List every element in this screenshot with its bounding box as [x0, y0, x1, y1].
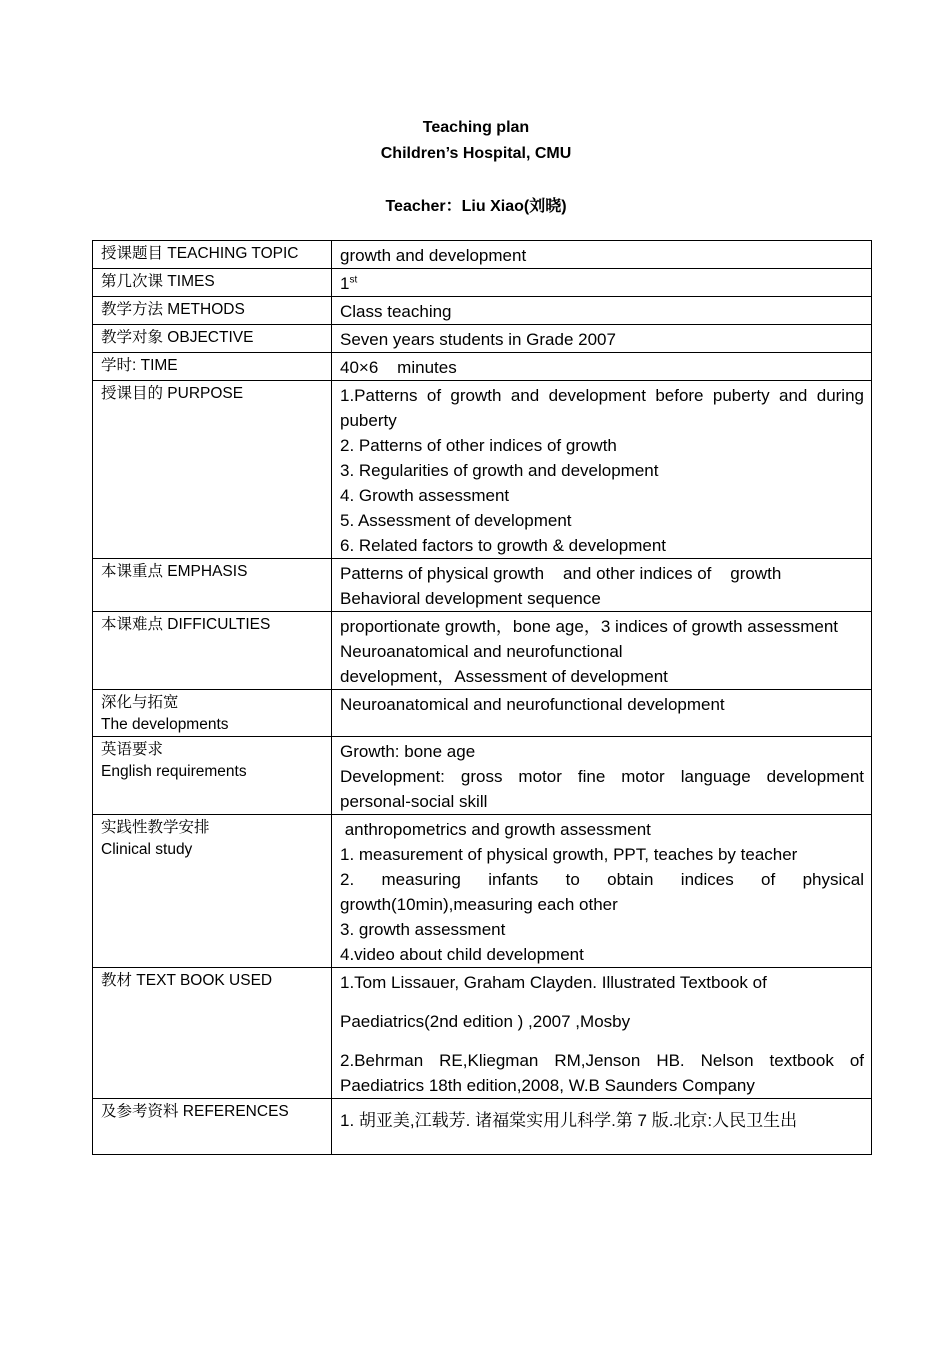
- english-line: Development: gross motor fine motor language development personal-social skill: [340, 767, 864, 811]
- emphasis-line: Behavioral development sequence: [340, 589, 601, 608]
- purpose-item: 3. Regularities of growth and development: [340, 461, 659, 480]
- row-time: [93, 353, 872, 381]
- teaching-plan-table: [92, 240, 872, 1155]
- label-english: [93, 737, 332, 815]
- textbook-line: Paediatrics(2nd edition ) ,2007 ,Mosby: [340, 1012, 631, 1031]
- row-objective: [93, 325, 872, 353]
- value-time: [332, 353, 872, 381]
- label-methods: 教学方法 METHODS: [93, 297, 332, 325]
- time-value: 40×6 minutes: [340, 358, 457, 377]
- row-emphasis: [93, 559, 872, 612]
- purpose-item: 5. Assessment of development: [340, 511, 572, 530]
- value-times: [332, 269, 872, 297]
- clinical-label-en: Clinical study: [101, 841, 193, 858]
- label-developments: [93, 690, 332, 737]
- label-difficulties: 本课难点 DIFFICULTIES: [93, 612, 332, 690]
- value-english: [332, 737, 872, 815]
- row-difficulties: [93, 612, 872, 690]
- clinical-line: anthropometrics and growth assessment: [340, 820, 651, 839]
- clinical-line: 1. measurement of physical growth, PPT, teaches by teacher: [340, 845, 798, 864]
- label-time: 学时: TIME: [93, 353, 332, 381]
- developments-label-en: The developments: [101, 716, 229, 733]
- teacher-line: Teacher：Liu Xiao(刘晓): [385, 198, 567, 215]
- developments-label-cn: 深化与拓宽: [101, 694, 179, 711]
- label-purpose: 授课目的 PURPOSE: [93, 381, 332, 559]
- value-objective: Seven years students in Grade 2007: [332, 325, 872, 353]
- row-purpose: [93, 381, 872, 559]
- value-methods: Class teaching: [332, 297, 872, 325]
- row-topic: [93, 241, 872, 269]
- textbook-line: 1.Tom Lissauer, Graham Clayden. Illustrated Textbook of: [340, 973, 767, 992]
- clinical-line: 2. measuring infants to obtain indices of physical growth(10min),measuring each other: [340, 870, 864, 914]
- row-times: [93, 269, 872, 297]
- purpose-item: 2. Patterns of other indices of growth: [340, 436, 617, 455]
- emphasis-line: Patterns of physical growth and other indices of growth: [340, 564, 782, 583]
- label-emphasis: 本课重点 EMPHASIS: [93, 559, 332, 612]
- difficulties-line: proportionate growth，bone age，3 indices of growth assessment: [340, 617, 839, 636]
- english-label-en: English requirements: [101, 763, 247, 780]
- difficulties-line: Neuroanatomical and neurofunctional: [340, 642, 623, 661]
- row-english: [93, 737, 872, 815]
- row-textbook: [93, 968, 872, 1099]
- textbook-line: 2.Behrman RE,Kliegman RM,Jenson HB. Nelson textbook of Paediatrics 18th edition,2008, W.B Saunders Company: [340, 1051, 864, 1095]
- value-topic: growth and development: [332, 241, 872, 269]
- label-times: 第几次课 TIMES: [93, 269, 332, 297]
- difficulties-line: development，Assessment of development: [340, 667, 668, 686]
- document-subtitle: Children’s Hospital, CMU: [380, 145, 572, 162]
- english-line: Growth: bone age: [340, 742, 476, 761]
- value-textbook: [332, 968, 872, 1099]
- value-developments: Neuroanatomical and neurofunctional development: [332, 690, 872, 737]
- value-references: 1. 胡亚美,江载芳. 诸福棠实用儿科学.第 7 版.北京:人民卫生出: [332, 1099, 872, 1155]
- clinical-label-cn: 实践性教学安排: [101, 819, 210, 836]
- label-references: 及参考资料 REFERENCES: [93, 1099, 332, 1155]
- purpose-item: 4. Growth assessment: [340, 486, 510, 505]
- label-topic: 授课题目 TEACHING TOPIC: [93, 241, 332, 269]
- clinical-line: 4.video about child development: [340, 945, 584, 964]
- label-objective: 教学对象 OBJECTIVE: [93, 325, 332, 353]
- row-methods: [93, 297, 872, 325]
- row-developments: [93, 690, 872, 737]
- value-clinical: [332, 815, 872, 968]
- row-clinical: [93, 815, 872, 968]
- label-clinical: [93, 815, 332, 968]
- row-references: [93, 1099, 872, 1155]
- times-number: 1: [340, 274, 350, 293]
- purpose-item: 6. Related factors to growth & development: [340, 536, 667, 555]
- clinical-line: 3. growth assessment: [340, 920, 506, 939]
- label-textbook: 教材 TEXT BOOK USED: [93, 968, 332, 1099]
- purpose-item: 1.Patterns of growth and development before puberty and during puberty: [340, 386, 864, 430]
- value-purpose: [332, 381, 872, 559]
- value-emphasis: [332, 559, 872, 612]
- english-label-cn: 英语要求: [101, 741, 164, 758]
- times-superscript: st: [349, 274, 358, 286]
- value-difficulties: [332, 612, 872, 690]
- document-title: Teaching plan: [422, 119, 530, 136]
